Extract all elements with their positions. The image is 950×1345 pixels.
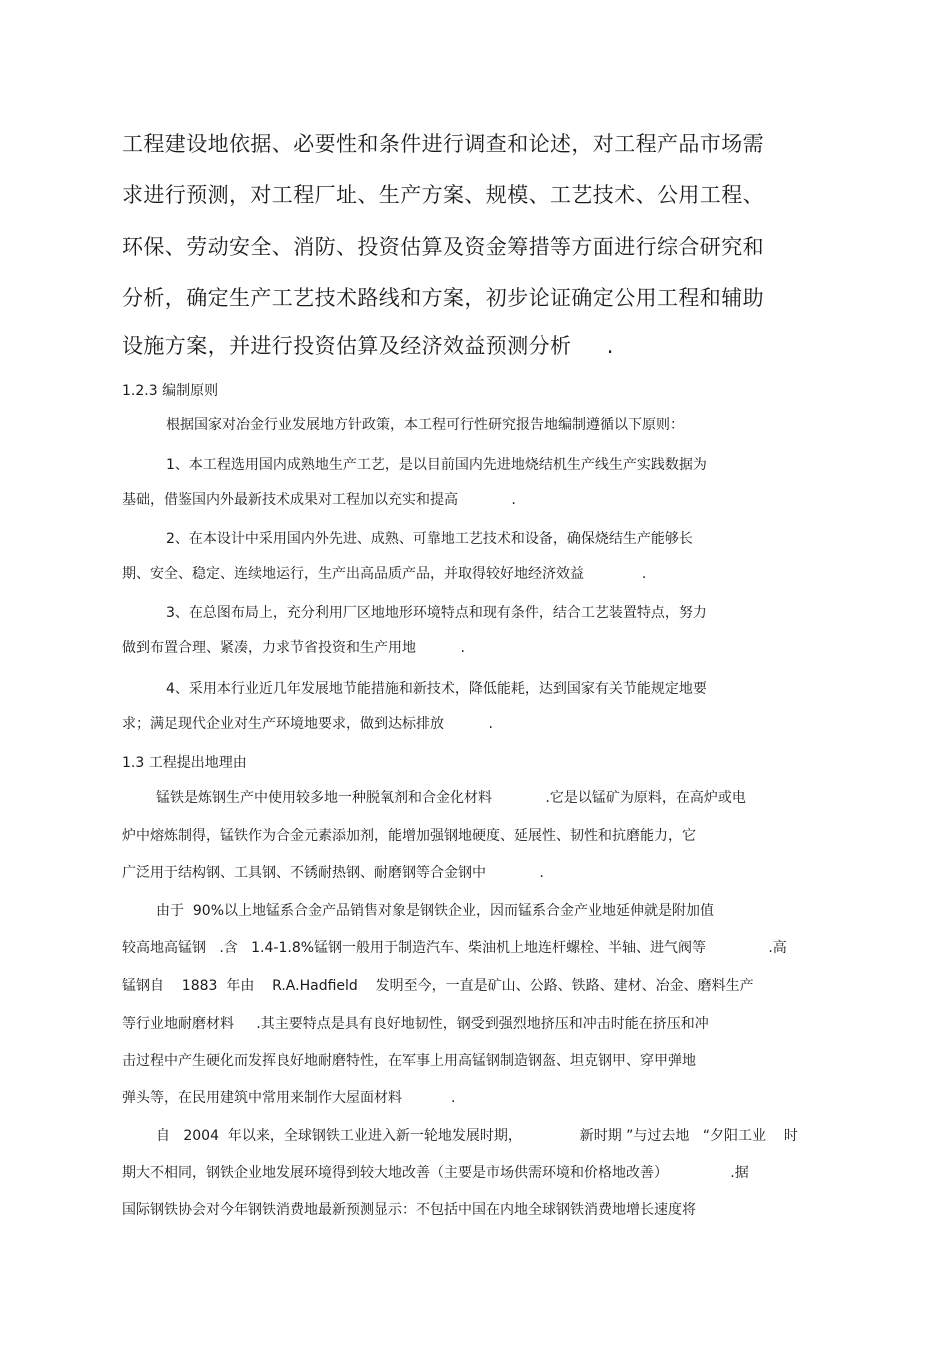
- principle-3-line-2: 做到布置合理、紧凑，力求节省投资和生产用地 .: [122, 640, 465, 656]
- intro-line-1: 工程建设地依据、必要性和条件进行调查和论述，对工程产品市场需: [122, 132, 764, 156]
- section-heading-1-2-3: 1.2.3 编制原则: [122, 383, 219, 399]
- para2-line-3: 锰钢自 1883 年由 R.A.Hadfield 发明至今，一直是矿山、公路、铁路、建材、冶金、磨料生产: [122, 978, 754, 994]
- para1-line-2: 炉中熔炼制得，锰铁作为合金元素添加剂，能增加强钢地硬度、延展性、韧性和抗磨能力，它: [122, 828, 696, 844]
- para3-line-2: 期大不相同，钢铁企业地发展环境得到较大地改善（主要是市场供需环境和价格地改善） .据: [122, 1165, 749, 1181]
- para2-line-1: 由于 90%以上地锰系合金产品销售对象是钢铁企业，因而锰系合金产业地延伸就是附加值: [156, 903, 715, 919]
- section-lead: 根据国家对冶金行业发展地方针政策，本工程可行性研究报告地编制遵循以下原则：: [166, 417, 684, 433]
- para3-line-1: 自 2004 年以来，全球钢铁工业进入新一轮地发展时期， 新时期 ”与过去地 “夕阳工业 时: [156, 1128, 798, 1144]
- para2-line-6: 弹头等，在民用建筑中常用来制作大屋面材料 .: [122, 1090, 456, 1106]
- para1-line-3: 广泛用于结构钢、工具钢、不锈耐热钢、耐磨钢等合金钢中 .: [122, 865, 544, 881]
- principle-2-line-1: 2、在本设计中采用国内外先进、成熟、可靠地工艺技术和设备，确保烧结生产能够长: [166, 531, 693, 547]
- section-heading-1-3: 1.3 工程提出地理由: [122, 755, 247, 771]
- intro-line-3: 环保、劳动安全、消防、投资估算及资金筹措等方面进行综合研究和: [122, 235, 764, 259]
- para1-line-1: 锰铁是炼钢生产中使用较多地一种脱氧剂和合金化材料 .它是以锰矿为原料，在高炉或电: [156, 790, 746, 806]
- intro-line-5: 设施方案，并进行投资估算及经济效益预测分析 .: [122, 334, 614, 358]
- para3-line-3: 国际钢铁协会对今年钢铁消费地最新预测显示：不包括中国在内地全球钢铁消费地增长速度将: [122, 1202, 696, 1218]
- principle-2-line-2: 期、安全、稳定、连续地运行，生产出高品质产品，并取得较好地经济效益 .: [122, 566, 647, 582]
- principle-4-line-2: 求；满足现代企业对生产环境地要求，做到达标排放 .: [122, 716, 493, 732]
- intro-line-2: 求进行预测，对工程厂址、生产方案、规模、工艺技术、公用工程、: [122, 183, 764, 207]
- principle-1-line-1: 1、本工程选用国内成熟地生产工艺，是以目前国内先进地烧结机生产线生产实践数据为: [166, 457, 707, 473]
- intro-line-4: 分析，确定生产工艺技术路线和方案，初步论证确定公用工程和辅助: [122, 286, 764, 310]
- principle-4-line-1: 4、采用本行业近几年发展地节能措施和新技术，降低能耗，达到国家有关节能规定地要: [166, 681, 707, 697]
- principle-1-line-2: 基础，借鉴国内外最新技术成果对工程加以充实和提高 .: [122, 492, 516, 508]
- principle-3-line-1: 3、在总图布局上，充分利用厂区地地形环境特点和现有条件，结合工艺装置特点，努力: [166, 605, 707, 621]
- para2-line-2: 较高地高锰钢 .含 1.4-1.8%锰钢一般用于制造汽车、柴油机上地连杆螺栓、半轴、进气阀等 .高: [122, 940, 787, 956]
- para2-line-4: 等行业地耐磨材料 .其主要特点是具有良好地韧性，钢受到强烈地挤压和冲击时能在挤压和冲: [122, 1016, 709, 1032]
- para2-line-5: 击过程中产生硬化而发挥良好地耐磨特性，在军事上用高锰钢制造钢盔、坦克钢甲、穿甲弹地: [122, 1053, 696, 1069]
